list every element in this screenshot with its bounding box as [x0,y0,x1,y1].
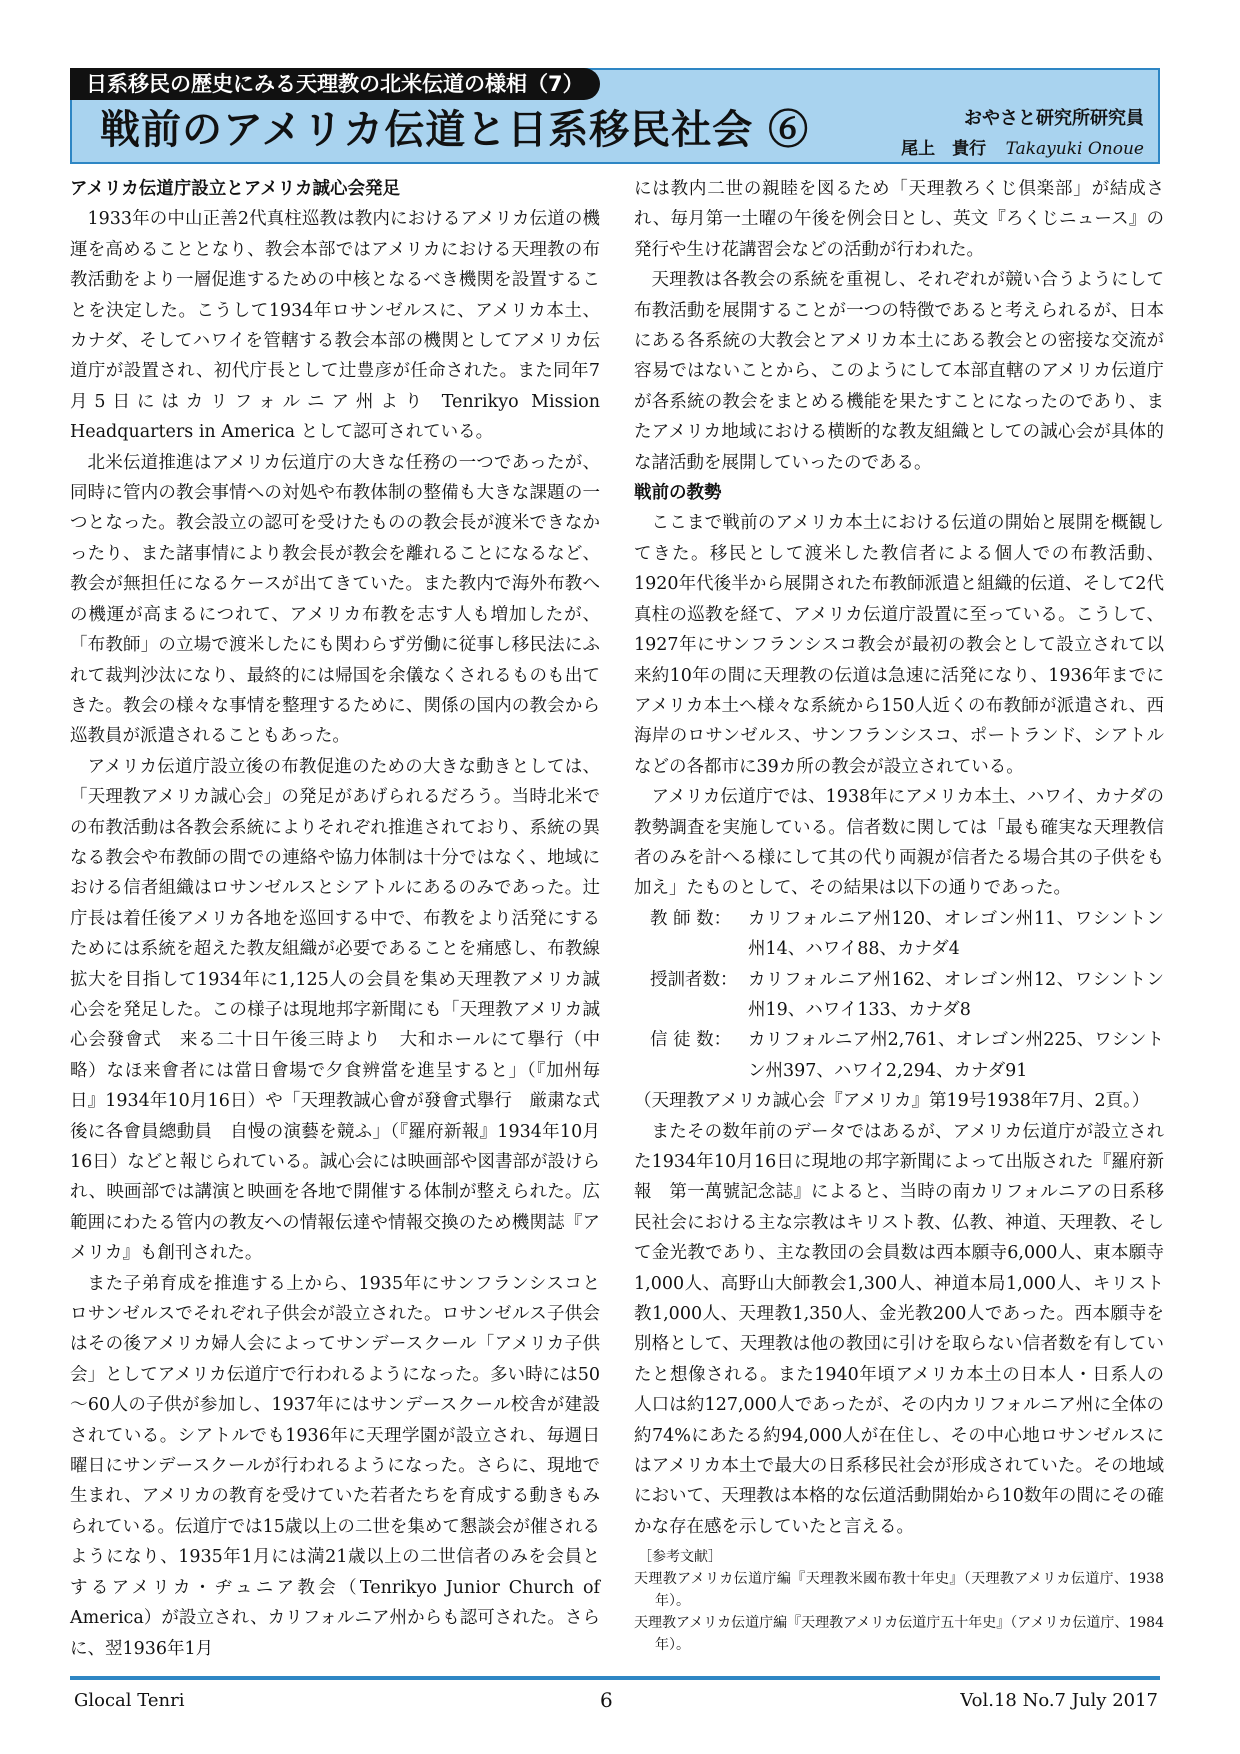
paragraph: アメリカ伝道庁設立後の布教促進のための大きな動きとしては、「天理教アメリカ誠心会」の発足があげられるだろう。当時北米での布教活動は各教会系統によりそれぞれ推進されており、系統の異なる教会や布教師の間での連絡や協力体制は十分ではなく、地域における信者組織はロサンゼルスとシアトルにあるのみであった。辻庁長は着任後アメリカ各地を巡回する中で、布教をより活発にするためには系統を超えた教友組織が必要であることを痛感し、布教線拡大を目指して1934年に1,125人の会員を集め天理教アメリカ誠心会を発足した。この様子は現地邦字新聞にも「天理教アメリカ誠心会發會式 来る二十日午後三時より 大和ホールにて擧行（中略）なほ来會者には當日會場で夕食辨當を進呈すると」（『加州毎日』1934年10月16日）や「天理教誠心會が發會式擧行 厳粛な式後に各會員總動員 自慢の演藝を競ふ」（『羅府新報』1934年10月16日）などと報じられている。誠心会には映画部や図書部が設けられ、映画部では講演と映画を各地で開催する体制が整えられた。広範囲にわたる管内の教友への情報伝達や情報交換のため機関誌『アメリカ』も創刊された。 [70,756,600,1264]
stat-label: 教 師 数： [650,908,732,929]
paragraph: 1933年の中山正善2代真柱巡教は教内におけるアメリカ伝道の機運を高めることとなり、教会本部ではアメリカにおける天理教の布教活動をより一層促進するための中核となるべき機関を設置することを決定した。こうして1934年ロサンゼルスに、アメリカ本土、カナダ、そしてハワイを管轄する教会本部の機関としてアメリカ伝道庁が設置され、初代庁長として辻豊彦が任命された。また同年7月5日にはカリフォルニア州より Tenrikyo Mission Headquarters in America として認可されている。 [70,209,600,443]
page-number: 6 [600,1688,613,1712]
journal-name: Glocal Tenri [74,1690,185,1711]
stat-row-teachers [634,904,1164,965]
paragraph: ここまで戦前のアメリカ本土における伝道の開始と展開を概観してきた。移民として渡米した教信者による個人での布教活動、1920年代後半から展開された布教師派遣と組織的伝道、そして2代真柱の巡教を経て、アメリカ伝道庁設置に至っている。こうして、1927年にサンフランシスコ教会が最初の教会として設立されて以来約10年の間に天理教の伝道は急速に活発になり、1936年までにアメリカ本土へ様々な系統から150人近くの布教師が派遣され、西海岸のロサンゼルス、サンフランシスコ、ポートランド、シアトルなどの各都市に39カ所の教会が設立されている。 [634,513,1164,777]
stat-value: カリフォルニア州2,761、オレゴン州225、ワシントン州397、ハワイ2,294、カナダ91 [748,1030,1164,1081]
footer-divider [70,1676,1160,1680]
paragraph: には教内二世の親睦を図るため「天理教ろくじ倶楽部」が結成され、毎月第一土曜の午後を例会日とし、英文『ろくじニュース』の発行や生け花講習会などの活動が行われた。 [634,179,1164,260]
stat-row-followers [634,1025,1164,1086]
reference-item: 天理教アメリカ伝道庁編『天理教米國布教十年史』（天理教アメリカ伝道庁、1938年）。 [634,1571,1164,1610]
page-title: 戦前のアメリカ伝道と日系移民社会 ⑥ [100,106,810,153]
paragraph: また子弟育成を推進する上から、1935年にサンフランシスコとロサンゼルスでそれぞれ子供会が設立された。ロサンゼルス子供会はその後アメリカ婦人会によってサンデースクール「アメリカ子供会」としてアメリカ伝道庁で行われるようになった。多い時には50～60人の子供が参加し、1937年にはサンデースクール校舎が建設されている。シアトルでも1936年に天理学園が設立され、毎週日曜日にサンデースクールが行われるようになった。さらに、現地で生まれ、アメリカの教育を受けていた若者たちを育成する動きもみられている。伝道庁では15歳以上の二世を集めて懇談会が催されるようになり、1935年1月には満21歳以上の二世信者のみを会員とするアメリカ・ヂュニア教会（Tenrikyo Junior Church of America）が設立され、カリフォルニア州からも認可された。さらに、翌1936年1月 [70,1273,600,1659]
column-right [634,174,1164,1656]
stat-value: カリフォルニア州120、オレゴン州11、ワシントン州14、ハワイ88、カナダ4 [748,908,1164,960]
series-label: 日系移民の歴史にみる天理教の北米伝道の様相（7） [70,68,600,100]
author-line [901,134,1144,159]
section-heading: 戦前の教勢 [634,483,722,504]
stat-label: 授訓者数： [650,969,738,990]
paragraph: またその数年前のデータではあるが、アメリカ伝道庁が設立された1934年10月16日に現地の邦字新聞によって出版された『羅府新報 第一萬號記念誌』によると、当時の南カリフォルニアの日系移民社会における主な宗教はキリスト教、仏教、神道、天理教、そして金光教であり、主な教団の会員数は西本願寺6,000人、東本願寺1,000人、高野山大師教会1,300人、神道本局1,000人、キリスト教1,000人、天理教1,350人、金光教200人であった。西本願寺を別格として、天理教は他の教団に引けを取らない信者数を有していたと想像される。また1940年頃アメリカ本土の日本人・日系人の人口は約127,000人であったが、その内カリフォルニア州に全体の約74%にあたる約94,000人が在住し、その中心地ロサンゼルスにはアメリカ本土で最大の日系移民社会が形成されていた。その地域において、天理教は本格的な伝道活動開始から10数年の間にその確かな存在感を示していたと言える。 [634,1121,1164,1537]
stat-value: カリフォルニア州162、オレゴン州12、ワシントン州19、ハワイ133、カナダ8 [748,969,1164,1020]
stat-row-trainees [634,965,1164,1026]
paragraph: 天理教は各教会の系統を重視し、それぞれが競い合うようにして布教活動を展開することが一つの特徴であると考えられるが、日本にある各系統の大教会とアメリカ本土にある教会との密接な交流が容易ではないことから、このようにして本部直轄のアメリカ伝道庁が各系統の教会をまとめる機能を果たすことになったのであり、またアメリカ地域における横断的な教友組織としての誠心会が具体的な諸活動を展開していったのである。 [634,270,1164,473]
stat-label: 信 徒 数： [650,1030,732,1051]
source-citation: （天理教アメリカ誠心会『アメリカ』第19号1938年7月、2頁。） [634,1091,1150,1112]
section-heading: アメリカ伝道庁設立とアメリカ誠心会発足 [70,179,401,199]
references-heading: ［参考文献］ [638,1549,722,1566]
author-name-en: Takayuki Onoue [1005,139,1144,159]
author-name-ja: 尾上 貴行 [901,139,987,159]
issue-info: Vol.18 No.7 July 2017 [960,1690,1158,1711]
author-affiliation: おやさと研究所研究員 [964,108,1144,129]
paragraph: 北米伝道推進はアメリカ伝道庁の大きな任務の一つであったが、同時に管内の教会事情への対処や布教体制の整備も大きな課題の一つとなった。教会設立の認可を受けたものの教会長が渡米できなかったり、また諸事情により教会長が教会を離れることになるなど、教会が無担任になるケースが出てきていた。また教内で海外布教への機運が高まるにつれて、アメリカ布教を志す人も増加したが、「布教師」の立場で渡米したにも関わらず労働に従事し移民法にふれて裁判沙汰になり、最終的には帰国を余儀なくされるものも出てきた。教会の様々な事情を整理するために、関係の国内の教会から巡教員が派遣されることもあった。 [70,452,600,747]
reference-item: 天理教アメリカ伝道庁編『天理教アメリカ伝道庁五十年史』（アメリカ伝道庁、1984年）。 [634,1615,1164,1654]
column-left [70,174,600,1664]
paragraph: アメリカ伝道庁では、1938年にアメリカ本土、ハワイ、カナダの教勢調査を実施している。信者数に関しては「最も確実な天理教信者のみを計へる様にして其の代り両親が信者たる場合其の子供をも加え」たものとして、その結果は以下の通りであった。 [634,787,1164,899]
